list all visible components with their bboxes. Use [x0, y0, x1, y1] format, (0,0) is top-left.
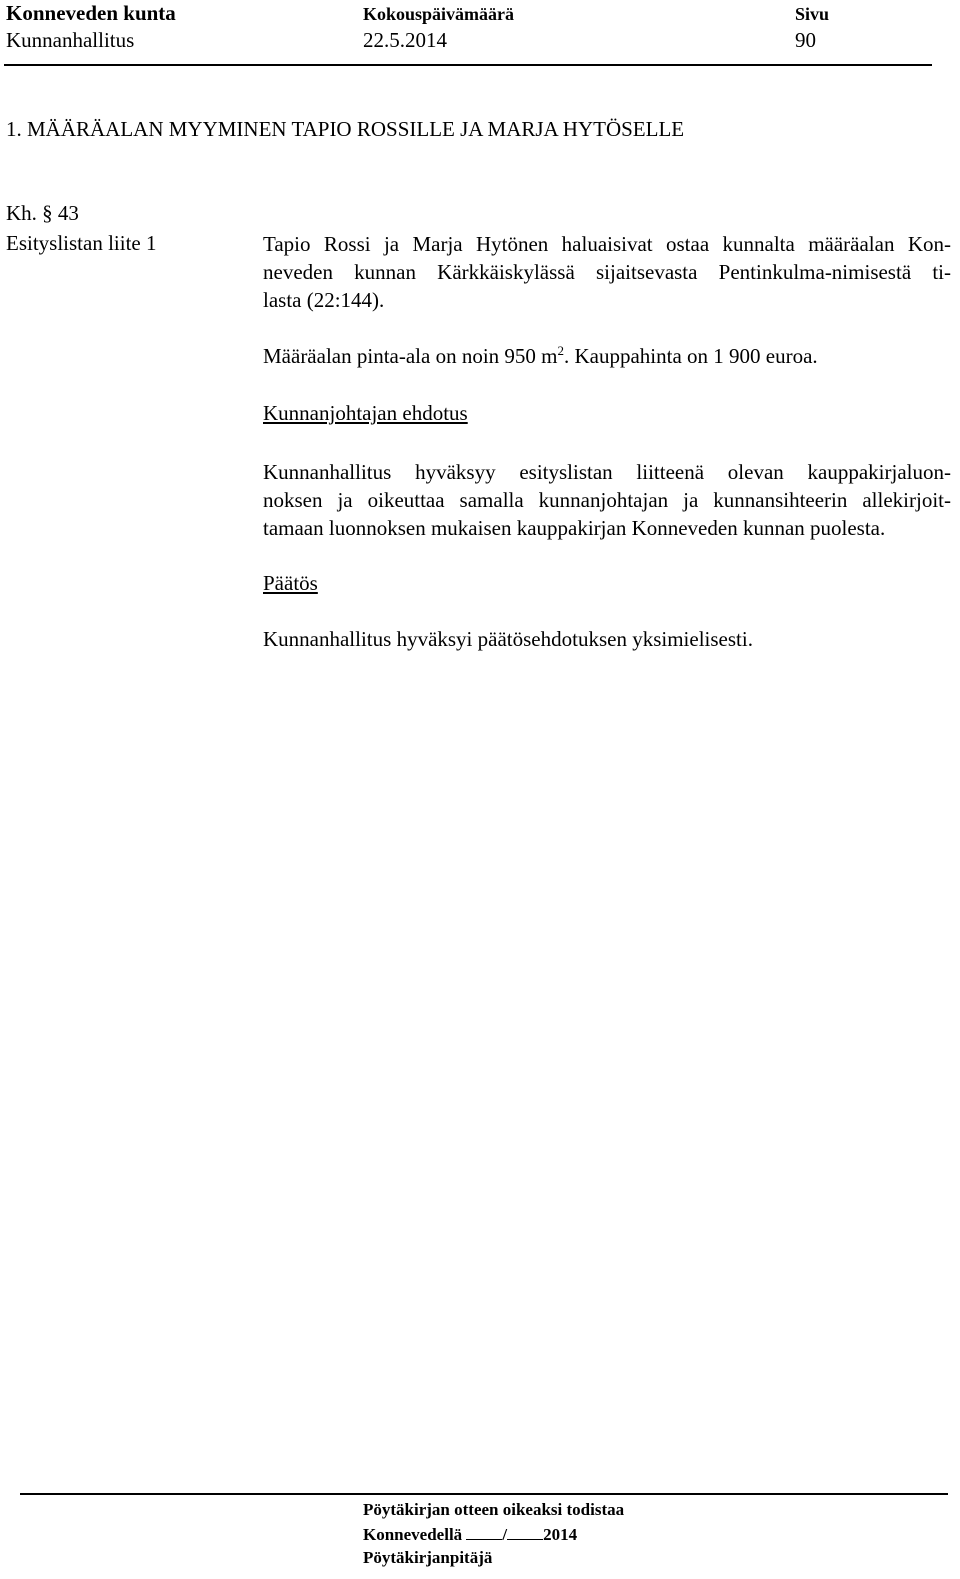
- signer-title: Pöytäkirjanpitäjä: [363, 1548, 493, 1567]
- paragraph-line: Tapio Rossi ja Marja Hytönen haluaisivat ostaa kunnalta määräalan Kon-: [263, 232, 951, 256]
- intro-paragraph: [263, 230, 951, 314]
- area-price-paragraph: [263, 343, 818, 368]
- attachment-ref: Esityslistan liite 1: [6, 231, 157, 255]
- org-name: Konneveden kunta: [6, 1, 176, 25]
- area-unit-superscript: 2: [557, 343, 564, 358]
- paragraph-line: tamaan luonnoksen mukaisen kauppakirjan Konneveden kunnan puolesta.: [263, 516, 886, 540]
- paragraph-line: noksen ja oikeuttaa samalla kunnanjohtajan ja kunnansihteerin allekirjoit-: [263, 488, 951, 512]
- section-ref: [6, 203, 79, 224]
- day-blank: [466, 1525, 502, 1540]
- body-name: Kunnanhallitus: [6, 28, 135, 52]
- date-slash: /: [502, 1525, 508, 1544]
- area-text: Määräalan pinta-ala on noin 950 m: [263, 344, 558, 368]
- section-number: 43: [57, 201, 79, 225]
- paragraph-line: Kunnanhallitus hyväksyy esityslistan liitteenä olevan kauppakirjaluon-: [263, 460, 951, 484]
- proposal-heading: Kunnanjohtajan ehdotus: [263, 401, 468, 425]
- proposal-paragraph: [263, 458, 951, 542]
- page-number: 90: [795, 28, 816, 52]
- certify-place-date: [363, 1525, 577, 1543]
- paragraph-line: neveden kunnan Kärkkäiskylässä sijaitsevasta Pentinkulma-nimisestä ti-: [263, 260, 951, 284]
- certify-text: Pöytäkirjan otteen oikeaksi todistaa: [363, 1500, 625, 1519]
- footer-rule: [20, 1493, 948, 1495]
- decision-text: Kunnanhallitus hyväksyi päätösehdotuksen yksimielisesti.: [263, 627, 753, 651]
- price-text: . Kauppahinta on 1 900 euroa.: [563, 344, 818, 368]
- header-rule: [4, 64, 932, 66]
- page-title: 1. MÄÄRÄALAN MYYMINEN TAPIO ROSSILLE JA MARJA HYTÖSELLE: [6, 117, 685, 141]
- place-text: Konnevedellä: [363, 1525, 463, 1544]
- page-label: Sivu: [795, 4, 830, 24]
- paragraph-line: lasta (22:144).: [263, 288, 385, 312]
- month-blank: [507, 1525, 543, 1540]
- date-label: Kokouspäivämäärä: [363, 4, 515, 24]
- section-prefix: Kh.: [6, 201, 37, 225]
- meeting-date: 22.5.2014: [363, 28, 447, 52]
- year-text: 2014: [543, 1525, 578, 1544]
- section-symbol: §: [42, 201, 53, 225]
- decision-heading: Päätös: [263, 571, 318, 595]
